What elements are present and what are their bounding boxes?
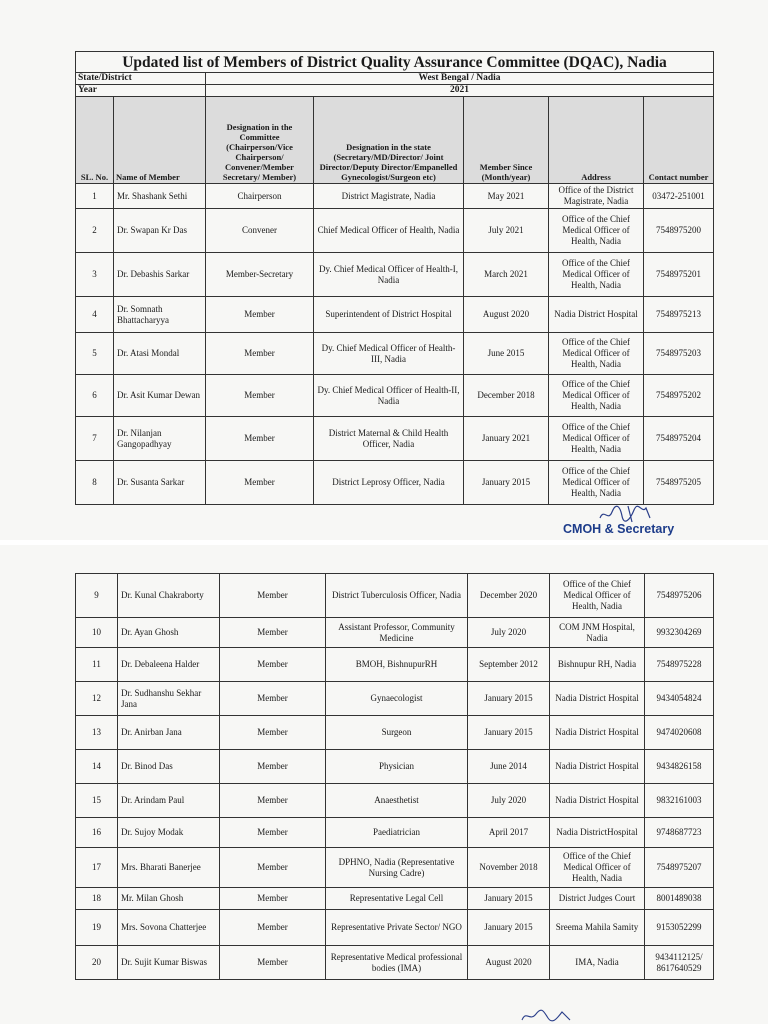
cell-since: January 2015 bbox=[464, 461, 549, 505]
cell-designation: District Magistrate, Nadia bbox=[314, 184, 464, 209]
cell-contact: 7548975203 bbox=[644, 333, 714, 375]
cell-name: Dr. Susanta Sarkar bbox=[114, 461, 206, 505]
table-row bbox=[76, 333, 714, 375]
cell-since: August 2020 bbox=[464, 297, 549, 333]
cell-designation: District Maternal & Child Health Officer, Nadia bbox=[314, 417, 464, 461]
cell-designation: Representative Private Sector/ NGO bbox=[326, 910, 468, 946]
cell-name: Dr. Arindam Paul bbox=[118, 784, 220, 818]
table-row bbox=[76, 574, 714, 618]
cell-contact: 7548975200 bbox=[644, 209, 714, 253]
cell-name: Dr. Sudhanshu Sekhar Jana bbox=[118, 682, 220, 716]
cell-address: COM JNM Hospital, Nadia bbox=[550, 618, 645, 648]
cell-contact: 7548975205 bbox=[644, 461, 714, 505]
cell-name: Mrs. Sovona Chatterjee bbox=[118, 910, 220, 946]
cell-designation: Dy. Chief Medical Officer of Health-III, Nadia bbox=[314, 333, 464, 375]
cell-contact: 9932304269 bbox=[645, 618, 714, 648]
cell-name: Dr. Debaleena Halder bbox=[118, 648, 220, 682]
cell-contact: 8001489038 bbox=[645, 888, 714, 910]
cell-since: January 2015 bbox=[468, 888, 550, 910]
cell-sl: 7 bbox=[76, 417, 114, 461]
cell-sl: 11 bbox=[76, 648, 118, 682]
cell-address: Nadia DistrictHospital bbox=[550, 818, 645, 848]
table-row bbox=[76, 297, 714, 333]
cell-designation: Representative Medical professional bodies (IMA) bbox=[326, 946, 468, 980]
state-district-value: West Bengal / Nadia bbox=[206, 73, 714, 85]
table-row bbox=[76, 946, 714, 980]
cell-address: Office of the Chief Medical Officer of Health, Nadia bbox=[549, 333, 644, 375]
table-body-page-1 bbox=[76, 184, 714, 505]
cell-address: Office of the Chief Medical Officer of Health, Nadia bbox=[549, 461, 644, 505]
cell-sl: 17 bbox=[76, 848, 118, 888]
cell-role: Member bbox=[220, 574, 326, 618]
header-address: Address bbox=[549, 97, 644, 184]
cell-since: December 2020 bbox=[468, 574, 550, 618]
cell-since: January 2021 bbox=[464, 417, 549, 461]
cell-designation: Paediatrician bbox=[326, 818, 468, 848]
cell-name: Dr. Binod Das bbox=[118, 750, 220, 784]
cell-sl: 9 bbox=[76, 574, 118, 618]
table-row bbox=[76, 888, 714, 910]
cell-since: December 2018 bbox=[464, 375, 549, 417]
cell-contact: 7548975206 bbox=[645, 574, 714, 618]
cell-designation: Anaesthetist bbox=[326, 784, 468, 818]
cell-sl: 13 bbox=[76, 716, 118, 750]
header-designation-state: Designation in the state (Secretary/MD/Director/ Joint Director/Deputy Director/Empanelled Gynecologist/Surgeon etc) bbox=[314, 97, 464, 184]
cell-since: November 2018 bbox=[468, 848, 550, 888]
cell-role: Member bbox=[220, 750, 326, 784]
cell-role: Member bbox=[220, 682, 326, 716]
table-row bbox=[76, 209, 714, 253]
document-page-2 bbox=[0, 545, 768, 1024]
cell-address: Office of the Chief Medical Officer of Health, Nadia bbox=[549, 253, 644, 297]
cell-contact: 7548975202 bbox=[644, 375, 714, 417]
table-body-page-2 bbox=[76, 574, 714, 980]
table-row bbox=[76, 750, 714, 784]
cell-role: Member bbox=[220, 648, 326, 682]
cell-sl: 2 bbox=[76, 209, 114, 253]
cell-sl: 1 bbox=[76, 184, 114, 209]
cell-contact: 03472-251001 bbox=[644, 184, 714, 209]
cell-contact: 9474020608 bbox=[645, 716, 714, 750]
cell-since: January 2015 bbox=[468, 682, 550, 716]
cell-address: Nadia District Hospital bbox=[550, 784, 645, 818]
cell-name: Dr. Nilanjan Gangopadhyay bbox=[114, 417, 206, 461]
cell-name: Dr. Ayan Ghosh bbox=[118, 618, 220, 648]
table-row bbox=[76, 682, 714, 716]
cell-contact: 7548975228 bbox=[645, 648, 714, 682]
table-row bbox=[76, 253, 714, 297]
cell-since: June 2015 bbox=[464, 333, 549, 375]
cell-sl: 6 bbox=[76, 375, 114, 417]
cell-role: Member bbox=[220, 888, 326, 910]
cell-since: April 2017 bbox=[468, 818, 550, 848]
cell-sl: 5 bbox=[76, 333, 114, 375]
cell-name: Dr. Swapan Kr Das bbox=[114, 209, 206, 253]
cell-address: Office of the Chief Medical Officer of Health, Nadia bbox=[550, 574, 645, 618]
table-header-row bbox=[76, 97, 714, 184]
cell-address: Nadia District Hospital bbox=[549, 297, 644, 333]
cell-designation: Dy. Chief Medical Officer of Health-I, Nadia bbox=[314, 253, 464, 297]
table-row bbox=[76, 784, 714, 818]
cell-designation: Surgeon bbox=[326, 716, 468, 750]
cell-since: January 2015 bbox=[468, 716, 550, 750]
table-row bbox=[76, 648, 714, 682]
cell-role: Member bbox=[206, 417, 314, 461]
cell-since: July 2020 bbox=[468, 618, 550, 648]
cell-designation: Gynaecologist bbox=[326, 682, 468, 716]
cell-designation: District Leprosy Officer, Nadia bbox=[314, 461, 464, 505]
cell-address: IMA, Nadia bbox=[550, 946, 645, 980]
cell-role: Member bbox=[220, 618, 326, 648]
year-label: Year bbox=[76, 85, 206, 97]
dqac-table-page-1 bbox=[75, 51, 714, 505]
cell-address: Nadia District Hospital bbox=[550, 716, 645, 750]
cell-name: Dr. Anirban Jana bbox=[118, 716, 220, 750]
cell-role: Member bbox=[220, 716, 326, 750]
header-name: Name of Member bbox=[114, 97, 206, 184]
cell-name: Dr. Kunal Chakraborty bbox=[118, 574, 220, 618]
cell-name: Dr. Asit Kumar Dewan bbox=[114, 375, 206, 417]
table-row bbox=[76, 716, 714, 750]
cell-sl: 10 bbox=[76, 618, 118, 648]
table-row bbox=[76, 461, 714, 505]
cell-contact: 7548975201 bbox=[644, 253, 714, 297]
cell-role: Member bbox=[220, 848, 326, 888]
cell-designation: Representative Legal Cell bbox=[326, 888, 468, 910]
cell-sl: 16 bbox=[76, 818, 118, 848]
table-row bbox=[76, 910, 714, 946]
cell-role: Member bbox=[220, 818, 326, 848]
cell-role: Member bbox=[206, 375, 314, 417]
cell-sl: 14 bbox=[76, 750, 118, 784]
cell-address: Office of the Chief Medical Officer of Health, Nadia bbox=[549, 417, 644, 461]
cell-contact: 7548975207 bbox=[645, 848, 714, 888]
cell-contact: 7548975204 bbox=[644, 417, 714, 461]
cell-since: January 2015 bbox=[468, 910, 550, 946]
cell-role: Member bbox=[206, 461, 314, 505]
cell-sl: 15 bbox=[76, 784, 118, 818]
cell-address: Office of the Chief Medical Officer of Health, Nadia bbox=[549, 209, 644, 253]
cell-contact: 9434826158 bbox=[645, 750, 714, 784]
state-district-label: State/District bbox=[76, 73, 206, 85]
cell-since: July 2020 bbox=[468, 784, 550, 818]
cell-contact: 9832161003 bbox=[645, 784, 714, 818]
cell-address: Sreema Mahila Samity bbox=[550, 910, 645, 946]
cell-designation: Physician bbox=[326, 750, 468, 784]
cell-since: May 2021 bbox=[464, 184, 549, 209]
cell-contact: 9748687723 bbox=[645, 818, 714, 848]
cell-role: Member-Secretary bbox=[206, 253, 314, 297]
year-value: 2021 bbox=[206, 85, 714, 97]
cell-designation: Chief Medical Officer of Health, Nadia bbox=[314, 209, 464, 253]
table-row bbox=[76, 375, 714, 417]
table-row bbox=[76, 848, 714, 888]
header-designation-committee: Designation in the Committee (Chairperson/Vice Chairperson/ Convener/Member Secretary/ Member) bbox=[206, 97, 314, 184]
cell-address: Nadia District Hospital bbox=[550, 682, 645, 716]
table-row bbox=[76, 618, 714, 648]
cell-name: Dr. Sujit Kumar Biswas bbox=[118, 946, 220, 980]
cell-since: July 2021 bbox=[464, 209, 549, 253]
cell-role: Member bbox=[220, 910, 326, 946]
cell-role: Member bbox=[220, 784, 326, 818]
cell-name: Dr. Sujoy Modak bbox=[118, 818, 220, 848]
cell-address: Office of the District Magistrate, Nadia bbox=[549, 184, 644, 209]
cell-role: Convener bbox=[206, 209, 314, 253]
cell-address: Nadia District Hospital bbox=[550, 750, 645, 784]
document-title: Updated list of Members of District Quality Assurance Committee (DQAC), Nadia bbox=[76, 52, 714, 73]
cell-sl: 12 bbox=[76, 682, 118, 716]
header-member-since: Member Since (Month/year) bbox=[464, 97, 549, 184]
cell-designation: District Tuberculosis Officer, Nadia bbox=[326, 574, 468, 618]
cell-since: June 2014 bbox=[468, 750, 550, 784]
cell-designation: Superintendent of District Hospital bbox=[314, 297, 464, 333]
cell-name: Dr. Atasi Mondal bbox=[114, 333, 206, 375]
cell-role: Member bbox=[220, 946, 326, 980]
cell-contact: 7548975213 bbox=[644, 297, 714, 333]
cell-address: Bishnupur RH, Nadia bbox=[550, 648, 645, 682]
cell-sl: 19 bbox=[76, 910, 118, 946]
cell-designation: BMOH, BishnupurRH bbox=[326, 648, 468, 682]
header-sl: SL. No. bbox=[76, 97, 114, 184]
cell-sl: 4 bbox=[76, 297, 114, 333]
header-contact: Contact number bbox=[644, 97, 714, 184]
cell-address: Office of the Chief Medical Officer of Health, Nadia bbox=[550, 848, 645, 888]
signature-scribble-icon bbox=[520, 1008, 590, 1024]
cell-role: Member bbox=[206, 333, 314, 375]
cell-sl: 18 bbox=[76, 888, 118, 910]
table-row bbox=[76, 184, 714, 209]
cell-name: Mrs. Bharati Banerjee bbox=[118, 848, 220, 888]
table-row bbox=[76, 417, 714, 461]
cell-designation: DPHNO, Nadia (Representative Nursing Cadre) bbox=[326, 848, 468, 888]
cell-sl: 20 bbox=[76, 946, 118, 980]
cell-role: Member bbox=[206, 297, 314, 333]
cell-since: September 2012 bbox=[468, 648, 550, 682]
cell-name: Dr. Somnath Bhattacharyya bbox=[114, 297, 206, 333]
cell-address: District Judges Court bbox=[550, 888, 645, 910]
cell-name: Dr. Debashis Sarkar bbox=[114, 253, 206, 297]
cell-name: Mr. Shashank Sethi bbox=[114, 184, 206, 209]
cell-designation: Dy. Chief Medical Officer of Health-II, Nadia bbox=[314, 375, 464, 417]
cell-role: Chairperson bbox=[206, 184, 314, 209]
cell-sl: 8 bbox=[76, 461, 114, 505]
cell-contact: 9434054824 bbox=[645, 682, 714, 716]
cell-since: March 2021 bbox=[464, 253, 549, 297]
signature-text: CMOH & Secretary bbox=[563, 522, 675, 536]
cell-designation: Assistant Professor, Community Medicine bbox=[326, 618, 468, 648]
dqac-table-page-2 bbox=[75, 573, 714, 980]
cell-sl: 3 bbox=[76, 253, 114, 297]
signature-scribble-icon bbox=[598, 504, 678, 524]
cell-contact: 9434112125/ 8617640529 bbox=[645, 946, 714, 980]
cell-since: August 2020 bbox=[468, 946, 550, 980]
cell-address: Office of the Chief Medical Officer of Health, Nadia bbox=[549, 375, 644, 417]
table-row bbox=[76, 818, 714, 848]
cell-name: Mr. Milan Ghosh bbox=[118, 888, 220, 910]
cell-contact: 9153052299 bbox=[645, 910, 714, 946]
